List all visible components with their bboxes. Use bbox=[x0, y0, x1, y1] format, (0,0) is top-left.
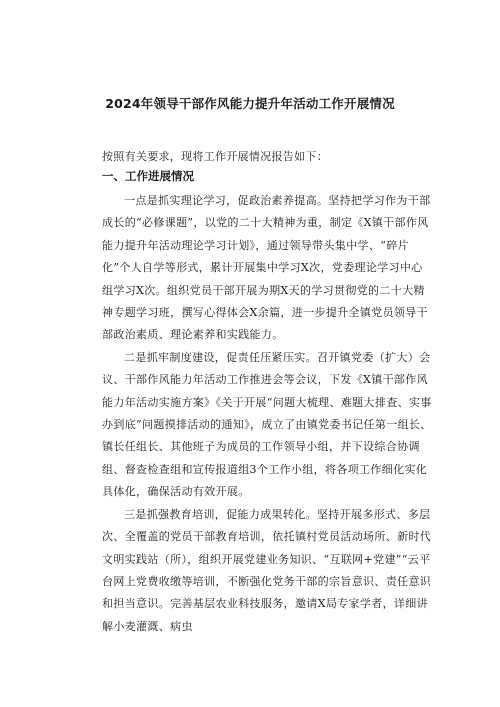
body-text bbox=[102, 190, 432, 638]
section-heading: 一、工作进展情况 bbox=[102, 169, 194, 183]
paragraph-theory-study: 一点是抓实理论学习，促政治素养提高。坚持把学习作为干部成长的“必修课题”，以党的二十大精神为重，制定《X镇干部作风能力提升年活动理论学习计划》，通过领导带头集中学、“碎片化”个人自学等形式，累计开展集中学习X次，党委理论学习中心组学习X次。组织党员干部开展为期X天的学习贯彻党的二十大精神专题学习班，撰写心得体会X余篇，进一步提升全镇党员领导干部政治素质、理论素养和实践能力。 bbox=[102, 194, 431, 342]
document-title: 2024年领导干部作风能力提升年活动工作开展情况 bbox=[105, 96, 395, 111]
paragraph-system-building: 二是抓牢制度建设，促责任压紧压实。召开镇党委（扩大）会议、干部作风能力年活动工作推进会等会议，下发《X镇干部作风能力年活动实施方案》《关于开展“问题大梳理、难题大排查、实事办到底”问题摸排活动的通知》，成立了由镇党委书记任第一组长、镇长任组长、其他班子为成员的工作领导小组，并下设综合协调组、督查检查组和宣传报道组3个工作小组，将各项工作细化实化具体化，确保活动有效开展。 bbox=[102, 350, 432, 499]
paragraph-education-training: 三是抓强教育培训，促能力成果转化。坚持开展多形式、多层次、全覆盖的党员干部教育培训，依托镇村党员活动场所、新时代文明实践站（所），组织开展党建业务知识、“互联网+党建”“云平台网上党费收缴等培训，不断强化党务干部的宗旨意识、责任意识和担当意识。完善基层农业科技服务，邀请X局专家学者，详细讲解小麦灌溉、病虫 bbox=[102, 507, 432, 633]
intro-text: 按照有关要求，现将工作开展情况报告如下： bbox=[102, 150, 328, 163]
